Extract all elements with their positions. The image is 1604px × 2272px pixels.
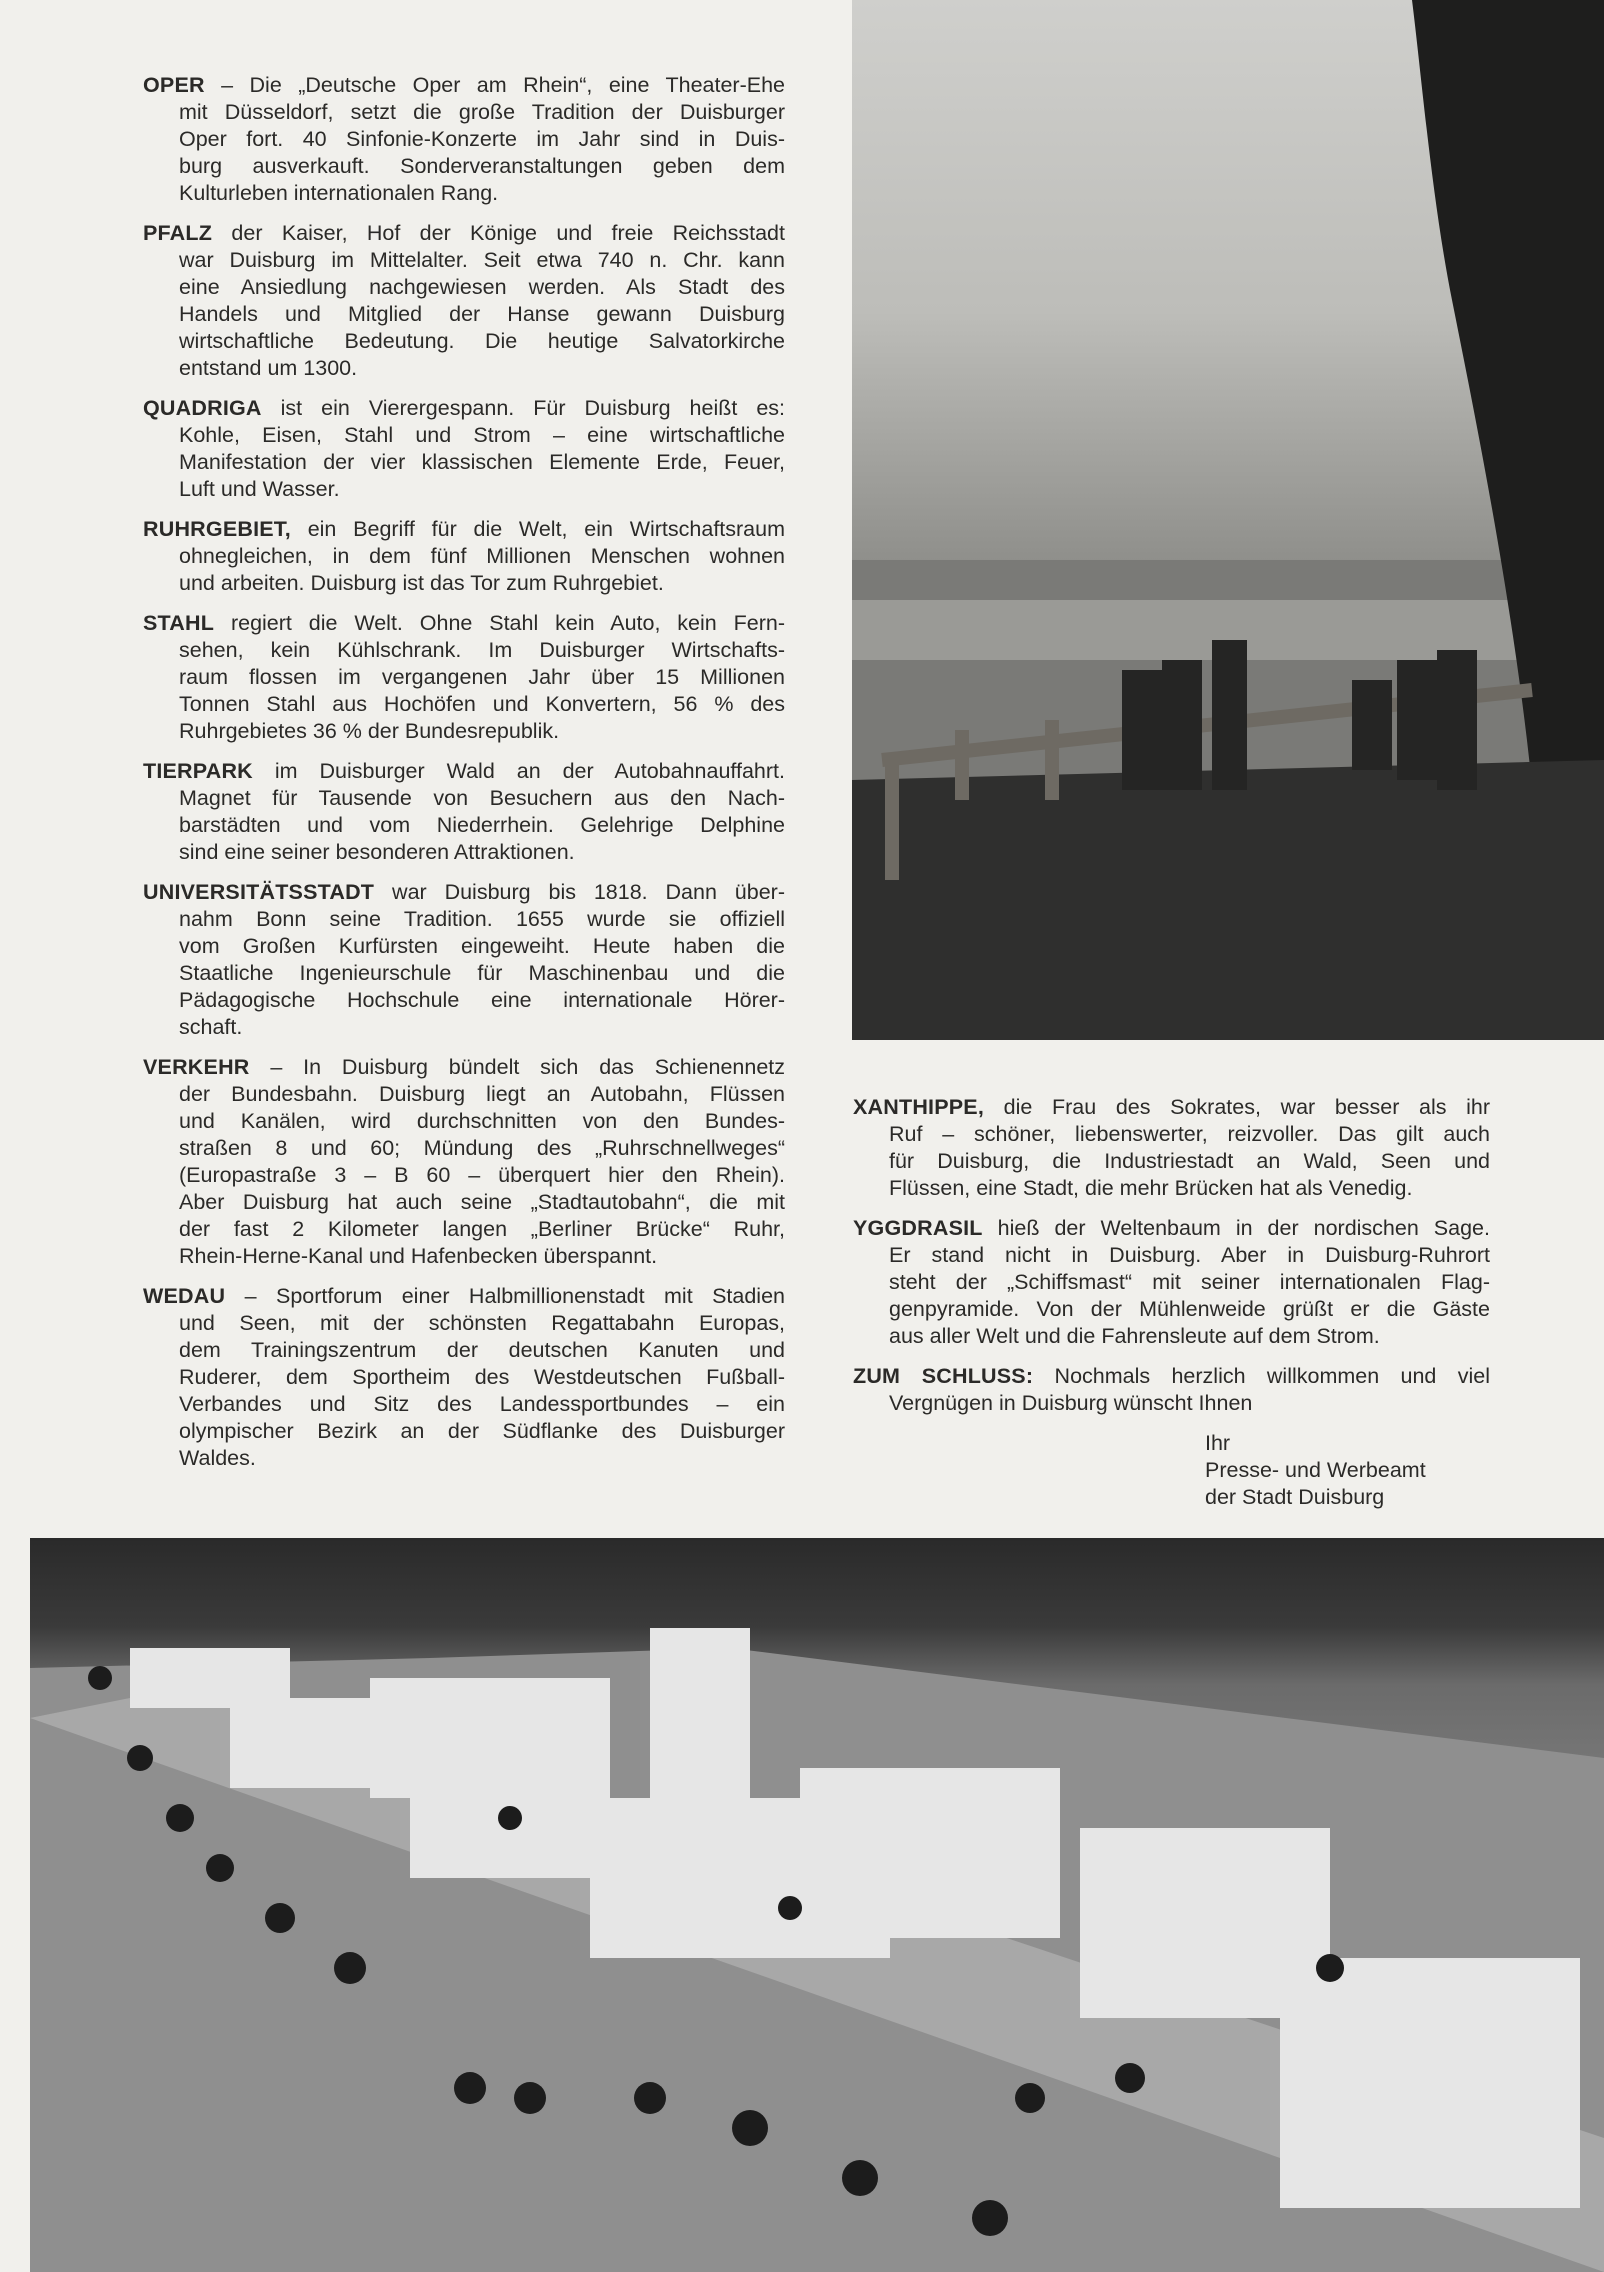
signoff xyxy=(853,1430,1490,1511)
entry-term: TIERPARK xyxy=(143,759,253,783)
park-photo-illustration xyxy=(852,0,1604,1040)
text-line xyxy=(853,1296,1490,1323)
entry-text: raum flossen im vergangenen Jahr über 15 Millionen xyxy=(179,665,785,689)
entry-text: Ruderer, dem Sportheim des Westdeutschen Fußball- xyxy=(179,1365,785,1389)
text-line xyxy=(143,1054,785,1081)
text-line xyxy=(143,758,785,785)
left-text-column xyxy=(143,72,785,1485)
text-line xyxy=(853,1121,1490,1148)
text-line xyxy=(143,274,785,301)
text-line xyxy=(143,395,785,422)
entry-text: Kohle, Eisen, Stahl und Strom – eine wirtschaftliche xyxy=(179,423,785,447)
entry-text: – In Duisburg bündelt sich das Schienennetz xyxy=(270,1055,786,1079)
text-line xyxy=(853,1175,1490,1202)
text-line xyxy=(143,543,785,570)
text-line xyxy=(143,879,785,906)
text-line xyxy=(143,72,785,99)
signoff-line: Presse- und Werbeamt xyxy=(1205,1458,1426,1482)
entry-text: regiert die Welt. Ohne Stahl kein Auto, kein Fern- xyxy=(230,611,785,635)
text-line xyxy=(143,1364,785,1391)
entry-text: Luft und Wasser. xyxy=(179,477,340,501)
text-line xyxy=(143,1243,785,1270)
entry-text: – Die „Deutsche Oper am Rhein“, eine Theater-Ehe xyxy=(221,73,785,97)
text-line xyxy=(853,1148,1490,1175)
entry-text: entstand um 1300. xyxy=(179,356,358,380)
entry-text: ein Begriff für die Welt, ein Wirtschaftsraum xyxy=(307,517,786,541)
entry-text: im Duisburger Wald an der Autobahnauffahrt. xyxy=(274,759,785,783)
entry-text: olympischer Bezirk an der Südflanke des Duisburger xyxy=(179,1419,785,1443)
entry-text: Magnet für Tausende von Besuchern aus den Nach- xyxy=(179,786,785,810)
entry-text: dem Trainingszentrum der deutschen Kanuten und xyxy=(179,1338,785,1362)
text-line xyxy=(143,1216,785,1243)
entry-term: UNIVERSITÄTSSTADT xyxy=(143,880,375,904)
entry-stahl xyxy=(143,610,785,745)
entry-text: ist ein Vierergespann. Für Duisburg heißt es: xyxy=(280,396,785,420)
entry-text: (Europastraße 3 – B 60 – überquert hier den Rhein). xyxy=(179,1163,785,1187)
entry-tierpark xyxy=(143,758,785,866)
entry-text: war Duisburg im Mittelalter. Seit etwa 740 n. Chr. kann xyxy=(179,248,785,272)
entry-text: der fast 2 Kilometer langen „Berliner Brücke“ Ruhr, xyxy=(179,1217,785,1241)
text-line xyxy=(853,1363,1490,1390)
text-line xyxy=(853,1269,1490,1296)
entry-term: PFALZ xyxy=(143,221,213,245)
entry-term: QUADRIGA xyxy=(143,396,262,420)
entry-term: ZUM SCHLUSS: xyxy=(853,1364,1034,1388)
text-line xyxy=(143,812,785,839)
text-line xyxy=(143,422,785,449)
entry-text: Staatliche Ingenieurschule für Maschinenbau und die xyxy=(179,961,785,985)
text-line xyxy=(143,691,785,718)
entry-text: Ruf – schöner, liebenswerter, reizvoller. Das gilt auch xyxy=(889,1122,1490,1146)
entry-text: eine Ansiedlung nachgewiesen werden. Als Stadt des xyxy=(179,275,785,299)
entry-text: Ruhrgebietes 36 % der Bundesrepublik. xyxy=(179,719,560,743)
entry-text: hieß der Weltenbaum in der nordischen Sage. xyxy=(997,1216,1490,1240)
text-line xyxy=(143,1162,785,1189)
entry-text: sind eine seiner besonderen Attraktionen. xyxy=(179,840,575,864)
entry-ruhrgebiet xyxy=(143,516,785,597)
entry-text: Er stand nicht in Duisburg. Aber in Duisburg-Ruhrort xyxy=(889,1243,1490,1267)
entry-text: der Kaiser, Hof der Könige und freie Reichsstadt xyxy=(231,221,785,245)
text-line xyxy=(853,1390,1490,1417)
entry-text: und Kanälen, wird durchschnitten von den Bundes- xyxy=(179,1109,785,1133)
text-line xyxy=(143,718,785,745)
entry-term: WEDAU xyxy=(143,1284,226,1308)
entry-text: genpyramide. Von der Mühlenweide grüßt er die Gäste xyxy=(889,1297,1490,1321)
entry-text: straßen 8 und 60; Mündung des „Ruhrschnellweges“ xyxy=(179,1136,785,1160)
text-line xyxy=(143,1081,785,1108)
entry-term: STAHL xyxy=(143,611,215,635)
text-line xyxy=(143,839,785,866)
entry-text: Tonnen Stahl aus Hochöfen und Konvertern, 56 % des xyxy=(179,692,785,716)
photo-city-architecture-model xyxy=(30,1538,1604,2272)
entry-text: steht der „Schiffsmast“ mit seiner internationalen Flag- xyxy=(889,1270,1490,1294)
text-line xyxy=(143,987,785,1014)
entry-universitätsstadt xyxy=(143,879,785,1041)
entry-verkehr xyxy=(143,1054,785,1270)
entry-text: und Seen, mit der schönsten Regattabahn Europas, xyxy=(179,1311,785,1335)
entry-oper xyxy=(143,72,785,207)
text-line xyxy=(143,664,785,691)
entry-text: Handels und Mitglied der Hanse gewann Duisburg xyxy=(179,302,785,326)
entry-text: Pädagogische Hochschule eine internationale Hörer- xyxy=(179,988,785,1012)
text-line xyxy=(853,1215,1490,1242)
entry-text: Waldes. xyxy=(179,1446,256,1470)
entry-text: Vergnügen in Duisburg wünscht Ihnen xyxy=(889,1391,1253,1415)
entry-text: nahm Bonn seine Tradition. 1655 wurde sie offiziell xyxy=(179,907,785,931)
text-line xyxy=(143,933,785,960)
entry-text: Kulturleben internationalen Rang. xyxy=(179,181,499,205)
model-photo-illustration xyxy=(30,1538,1604,2272)
entry-yggdrasil xyxy=(853,1215,1490,1350)
text-line xyxy=(143,610,785,637)
entry-term: RUHRGEBIET, xyxy=(143,517,291,541)
text-line xyxy=(143,785,785,812)
entry-text: Nochmals herzlich willkommen und viel xyxy=(1054,1364,1490,1388)
entry-xanthippe xyxy=(853,1094,1490,1202)
text-line xyxy=(143,1310,785,1337)
entry-quadriga xyxy=(143,395,785,503)
text-line xyxy=(143,1189,785,1216)
text-line xyxy=(853,1323,1490,1350)
text-line xyxy=(143,1108,785,1135)
text-line xyxy=(143,355,785,382)
entry-text: schaft. xyxy=(179,1015,243,1039)
entry-text: war Duisburg bis 1818. Dann über- xyxy=(392,880,785,904)
text-line xyxy=(143,516,785,543)
text-line xyxy=(143,220,785,247)
signoff-line: Ihr xyxy=(1205,1431,1231,1455)
entry-text: Verbandes und Sitz des Landessportbundes – ein xyxy=(179,1392,785,1416)
entry-text: mit Düsseldorf, setzt die große Tradition der Duisburger xyxy=(179,100,785,124)
text-line xyxy=(143,960,785,987)
entry-text: Flüssen, eine Stadt, die mehr Brücken hat als Venedig. xyxy=(889,1176,1413,1200)
entry-text: wirtschaftliche Bedeutung. Die heutige Salvatorkirche xyxy=(179,329,785,353)
text-line xyxy=(853,1242,1490,1269)
text-line xyxy=(143,126,785,153)
text-line xyxy=(143,476,785,503)
entry-zumschluss xyxy=(853,1363,1490,1417)
text-line xyxy=(143,1283,785,1310)
text-line xyxy=(143,1391,785,1418)
entry-text: Oper fort. 40 Sinfonie-Konzerte im Jahr sind in Duis- xyxy=(179,127,785,151)
text-line xyxy=(143,247,785,274)
entry-text: und arbeiten. Duisburg ist das Tor zum Ruhrgebiet. xyxy=(179,571,664,595)
entry-text: der Bundesbahn. Duisburg liegt an Autobahn, Flüssen xyxy=(179,1082,785,1106)
text-line xyxy=(853,1094,1490,1121)
entry-text: Rhein-Herne-Kanal und Hafenbecken überspannt. xyxy=(179,1244,658,1268)
entry-text: Manifestation der vier klassischen Elemente Erde, Feuer, xyxy=(179,450,785,474)
text-line xyxy=(143,449,785,476)
entry-text: Aber Duisburg hat auch seine „Stadtautobahn“, die mit xyxy=(179,1190,785,1214)
text-line xyxy=(143,99,785,126)
entry-text: für Duisburg, die Industriestadt an Wald, Seen und xyxy=(889,1149,1490,1173)
text-line xyxy=(143,1418,785,1445)
text-line xyxy=(143,301,785,328)
entry-text: die Frau des Sokrates, war besser als ihr xyxy=(1003,1095,1490,1119)
entry-text: burg ausverkauft. Sonderveranstaltungen geben dem xyxy=(179,154,785,178)
text-line xyxy=(143,153,785,180)
text-line xyxy=(143,1135,785,1162)
entry-term: OPER xyxy=(143,73,205,97)
text-line xyxy=(143,328,785,355)
entry-text: ohnegleichen, in dem fünf Millionen Menschen wohnen xyxy=(179,544,785,568)
entry-wedau xyxy=(143,1283,785,1472)
entry-text: vom Großen Kurfürsten eingeweiht. Heute haben die xyxy=(179,934,785,958)
text-line xyxy=(143,180,785,207)
text-line xyxy=(143,1337,785,1364)
text-line xyxy=(143,637,785,664)
photo-children-at-lake-railing xyxy=(852,0,1604,1040)
text-line xyxy=(143,1445,785,1472)
entry-text: aus aller Welt und die Fahrensleute auf dem Strom. xyxy=(889,1324,1380,1348)
signoff-line: der Stadt Duisburg xyxy=(1205,1485,1385,1509)
entry-text: sehen, kein Kühlschrank. Im Duisburger Wirtschafts- xyxy=(179,638,785,662)
right-text-column xyxy=(853,1094,1490,1511)
entry-text: barstädten und vom Niederrhein. Gelehrige Delphine xyxy=(179,813,785,837)
entry-pfalz xyxy=(143,220,785,382)
entry-term: XANTHIPPE, xyxy=(853,1095,985,1119)
text-line xyxy=(143,1014,785,1041)
text-line xyxy=(143,570,785,597)
entry-text: – Sportforum einer Halbmillionenstadt mit Stadien xyxy=(244,1284,785,1308)
entry-term: VERKEHR xyxy=(143,1055,250,1079)
entry-term: YGGDRASIL xyxy=(853,1216,983,1240)
text-line xyxy=(143,906,785,933)
